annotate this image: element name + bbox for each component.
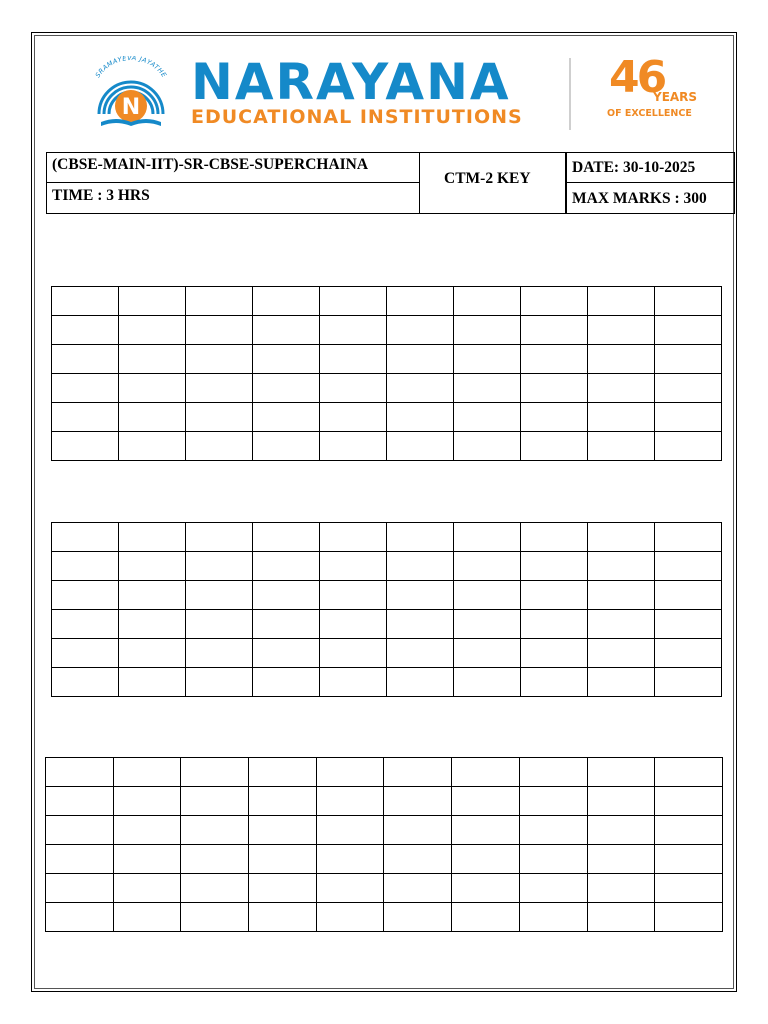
grid-cell (52, 610, 119, 639)
grid-cell (52, 432, 119, 461)
grid-cell (181, 787, 249, 816)
exam-cell (419, 152, 566, 214)
program-cell (46, 152, 420, 183)
max-marks-text: MAX MARKS : 300 (572, 190, 707, 207)
grid-cell (387, 581, 454, 610)
grid-cell (384, 845, 452, 874)
grid-cell (588, 287, 655, 316)
grid-cell (52, 374, 119, 403)
grid-cell (249, 845, 317, 874)
svg-text:SRAMAYEVA JAYATHE (94, 56, 169, 79)
grid-cell (454, 287, 521, 316)
grid-row (52, 610, 722, 639)
grid-cell (119, 345, 186, 374)
grid-row (52, 345, 722, 374)
grid-cell (521, 668, 588, 697)
grid-cell (119, 432, 186, 461)
grid-cell (320, 287, 387, 316)
grid-cell (316, 758, 384, 787)
grid-cell (186, 316, 253, 345)
grid-cell (655, 845, 723, 874)
grid-cell (320, 668, 387, 697)
grid-cell (588, 316, 655, 345)
grid-cell (452, 787, 520, 816)
grid-cell (253, 432, 320, 461)
grid-cell (387, 610, 454, 639)
grid-cell (46, 816, 114, 845)
exam-title: CTM-2 KEY (444, 170, 531, 187)
grid-cell (320, 403, 387, 432)
grid-cell (119, 581, 186, 610)
grid-cell (46, 787, 114, 816)
grid-cell (253, 287, 320, 316)
grid-cell (588, 610, 655, 639)
grid-cell (655, 403, 722, 432)
grid-cell (387, 345, 454, 374)
grid-cell (316, 874, 384, 903)
answer-grid-2 (51, 522, 722, 697)
grid-cell (452, 903, 520, 932)
grid-cell (452, 874, 520, 903)
grid-cell (320, 523, 387, 552)
grid-cell (119, 287, 186, 316)
grid-cell (384, 758, 452, 787)
grid-row (46, 816, 723, 845)
grid-cell (52, 316, 119, 345)
brand-block (191, 53, 523, 128)
grid-cell (452, 758, 520, 787)
narayana-emblem (81, 56, 181, 134)
anniversary-tagline: OF EXCELLENCE (607, 108, 692, 119)
grid-row (46, 845, 723, 874)
grid-cell (519, 758, 587, 787)
grid-cell (52, 403, 119, 432)
grid-cell (113, 787, 181, 816)
grid-cell (52, 581, 119, 610)
grid-cell (253, 610, 320, 639)
grid-row (46, 874, 723, 903)
grid-cell (519, 874, 587, 903)
grid-cell (454, 639, 521, 668)
grid-cell (384, 816, 452, 845)
grid-cell (387, 639, 454, 668)
grid-cell (655, 874, 723, 903)
grid-cell (521, 374, 588, 403)
logo-banner (46, 46, 722, 136)
grid-cell (46, 874, 114, 903)
date-cell (566, 152, 735, 183)
grid-cell (655, 758, 723, 787)
program-text: (CBSE-MAIN-IIT)-SR-CBSE-SUPERCHAINA (52, 156, 369, 173)
grid-cell (253, 552, 320, 581)
grid-row (52, 432, 722, 461)
grid-cell (454, 581, 521, 610)
grid-cell (387, 316, 454, 345)
grid-row (46, 787, 723, 816)
grid-cell (387, 287, 454, 316)
grid-cell (454, 610, 521, 639)
grid-cell (320, 316, 387, 345)
grid-cell (655, 610, 722, 639)
grid-cell (52, 523, 119, 552)
grid-cell (587, 845, 655, 874)
time-cell (46, 182, 420, 214)
grid-cell (655, 287, 722, 316)
grid-cell (320, 552, 387, 581)
grid-cell (119, 316, 186, 345)
grid-cell (521, 523, 588, 552)
grid-cell (113, 758, 181, 787)
grid-cell (249, 758, 317, 787)
grid-cell (454, 374, 521, 403)
grid-cell (588, 668, 655, 697)
grid-cell (588, 432, 655, 461)
grid-cell (521, 581, 588, 610)
grid-cell (253, 581, 320, 610)
grid-cell (655, 581, 722, 610)
grid-cell (387, 374, 454, 403)
grid-cell (46, 845, 114, 874)
grid-cell (655, 345, 722, 374)
grid-cell (186, 668, 253, 697)
grid-row (52, 552, 722, 581)
grid-cell (655, 787, 723, 816)
grid-cell (119, 552, 186, 581)
grid-cell (186, 610, 253, 639)
grid-cell (46, 903, 114, 932)
grid-cell (320, 374, 387, 403)
grid-cell (387, 668, 454, 697)
brand-name: NARAYANA (191, 53, 511, 111)
grid-cell (186, 374, 253, 403)
grid-cell (186, 403, 253, 432)
grid-cell (119, 374, 186, 403)
grid-cell (253, 374, 320, 403)
grid-cell (181, 758, 249, 787)
grid-cell (316, 787, 384, 816)
grid-cell (186, 552, 253, 581)
grid-cell (384, 903, 452, 932)
grid-cell (655, 816, 723, 845)
grid-cell (587, 758, 655, 787)
grid-cell (587, 787, 655, 816)
answer-grid-1 (51, 286, 722, 461)
max-marks-cell (566, 182, 735, 214)
grid-cell (253, 639, 320, 668)
grid-cell (52, 639, 119, 668)
grid-cell (519, 816, 587, 845)
time-text: TIME : 3 HRS (52, 187, 150, 204)
grid-cell (587, 816, 655, 845)
date-text: DATE: 30-10-2025 (572, 159, 696, 176)
grid-cell (521, 610, 588, 639)
grid-cell (452, 845, 520, 874)
grid-cell (113, 816, 181, 845)
grid-cell (655, 316, 722, 345)
grid-cell (186, 639, 253, 668)
grid-cell (521, 552, 588, 581)
grid-cell (521, 639, 588, 668)
grid-cell (253, 668, 320, 697)
grid-cell (119, 639, 186, 668)
grid-cell (316, 845, 384, 874)
grid-cell (454, 552, 521, 581)
grid-cell (249, 787, 317, 816)
grid-cell (186, 432, 253, 461)
grid-cell (588, 345, 655, 374)
grid-cell (588, 639, 655, 668)
grid-cell (387, 523, 454, 552)
emblem-letter: N (121, 95, 141, 120)
grid-cell (454, 316, 521, 345)
grid-cell (316, 903, 384, 932)
grid-cell (519, 845, 587, 874)
grid-cell (320, 345, 387, 374)
anniversary-number: 46 (609, 52, 665, 103)
anniversary-years: YEARS (653, 90, 698, 104)
grid-cell (113, 845, 181, 874)
grid-row (52, 581, 722, 610)
grid-cell (186, 345, 253, 374)
grid-cell (588, 374, 655, 403)
grid-cell (452, 816, 520, 845)
grid-cell (454, 432, 521, 461)
grid-cell (387, 552, 454, 581)
grid-cell (119, 523, 186, 552)
grid-cell (655, 523, 722, 552)
grid-cell (588, 581, 655, 610)
grid-cell (181, 845, 249, 874)
grid-row (52, 668, 722, 697)
grid-cell (454, 523, 521, 552)
grid-cell (186, 523, 253, 552)
grid-row (46, 903, 723, 932)
grid-cell (52, 668, 119, 697)
grid-cell (249, 816, 317, 845)
grid-row (52, 523, 722, 552)
grid-row (52, 316, 722, 345)
grid-row (52, 287, 722, 316)
grid-cell (253, 316, 320, 345)
grid-cell (186, 287, 253, 316)
grid-row (52, 639, 722, 668)
grid-cell (587, 874, 655, 903)
grid-cell (521, 287, 588, 316)
grid-row (52, 374, 722, 403)
grid-cell (588, 523, 655, 552)
grid-cell (384, 874, 452, 903)
grid-cell (181, 816, 249, 845)
grid-cell (387, 432, 454, 461)
grid-cell (521, 316, 588, 345)
grid-cell (588, 403, 655, 432)
grid-row (52, 403, 722, 432)
grid-cell (519, 787, 587, 816)
logo-divider (569, 58, 571, 130)
grid-cell (113, 903, 181, 932)
grid-cell (655, 668, 722, 697)
grid-cell (384, 787, 452, 816)
grid-cell (181, 874, 249, 903)
grid-cell (387, 403, 454, 432)
grid-cell (52, 345, 119, 374)
grid-cell (249, 903, 317, 932)
grid-cell (521, 432, 588, 461)
grid-cell (655, 552, 722, 581)
grid-cell (454, 668, 521, 697)
grid-cell (655, 639, 722, 668)
answer-grid-3 (45, 757, 723, 932)
grid-cell (119, 403, 186, 432)
emblem-motto: SRAMAYEVA JAYATHE (93, 56, 169, 80)
grid-cell (52, 552, 119, 581)
grid-cell (521, 345, 588, 374)
grid-cell (253, 523, 320, 552)
grid-cell (454, 403, 521, 432)
grid-cell (587, 903, 655, 932)
grid-cell (588, 552, 655, 581)
grid-cell (46, 758, 114, 787)
grid-cell (253, 345, 320, 374)
grid-cell (519, 903, 587, 932)
grid-cell (320, 581, 387, 610)
grid-cell (521, 403, 588, 432)
brand-subtitle: EDUCATIONAL INSTITUTIONS (191, 106, 523, 128)
grid-cell (316, 816, 384, 845)
grid-cell (320, 432, 387, 461)
grid-cell (186, 581, 253, 610)
grid-cell (320, 639, 387, 668)
grid-cell (320, 610, 387, 639)
grid-cell (113, 874, 181, 903)
grid-cell (253, 403, 320, 432)
grid-cell (655, 432, 722, 461)
grid-cell (655, 374, 722, 403)
grid-cell (181, 903, 249, 932)
grid-cell (454, 345, 521, 374)
grid-cell (249, 874, 317, 903)
exam-header (46, 152, 735, 214)
grid-cell (52, 287, 119, 316)
anniversary-badge (601, 52, 701, 130)
grid-cell (119, 610, 186, 639)
grid-cell (119, 668, 186, 697)
grid-row (46, 758, 723, 787)
grid-cell (655, 903, 723, 932)
